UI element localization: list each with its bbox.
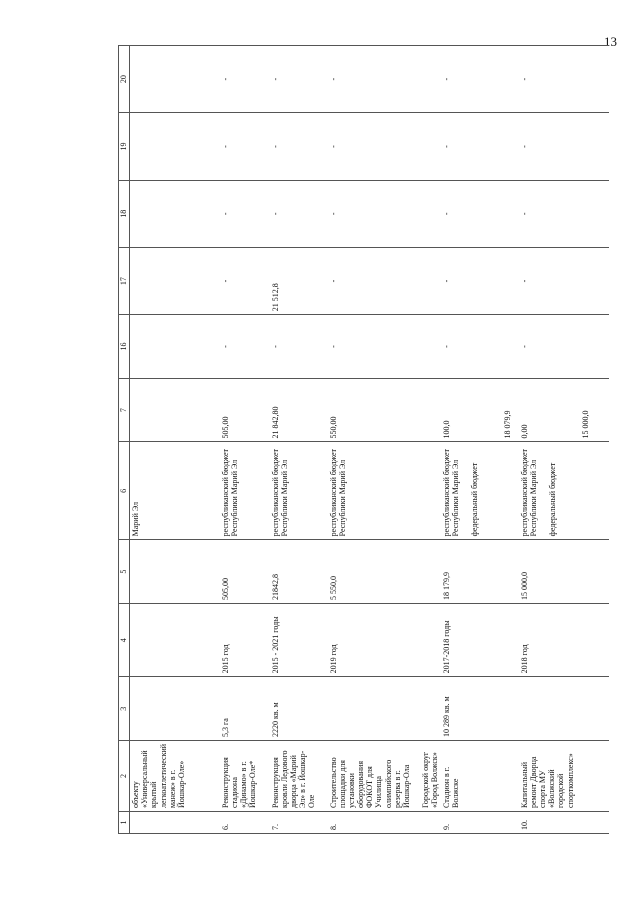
year-cell: - xyxy=(441,315,519,379)
funding-source: федеральный бюджет xyxy=(469,462,479,537)
year-cell: 21 512,8 xyxy=(270,247,328,314)
header-cell: 5 xyxy=(119,540,130,604)
funding-source: Марий Эл xyxy=(130,442,220,540)
year-cell: - xyxy=(220,113,270,180)
cost-cell: 18 179,9 xyxy=(441,540,519,604)
year-cell: - xyxy=(220,46,270,113)
year-cell: - xyxy=(519,247,609,314)
object-name: Строительство площадки для установки оборудования ФОКОТ для Училища олимпийского резерва в г. Йошкар-Ола xyxy=(328,757,411,808)
year-cell xyxy=(130,180,220,247)
page-number: 13 xyxy=(604,34,617,49)
year-cell: - xyxy=(441,247,519,314)
cost-cell: 5 550,0 xyxy=(328,540,441,604)
year-cell xyxy=(130,315,220,379)
area-cell xyxy=(130,677,220,741)
funding-source: республиканский бюджет Республики Марий Эл xyxy=(519,448,538,537)
area-cell: 5,3 га xyxy=(220,677,270,741)
table-row xyxy=(220,46,270,834)
table-row xyxy=(328,46,441,834)
year-cell: - xyxy=(441,180,519,247)
object-name-cell xyxy=(328,741,441,812)
amounts-cell xyxy=(441,378,519,442)
object-name: объекту «Универсальный крытый легкоатлетический манеж» в г. Йошкар-Оле» xyxy=(130,741,220,812)
rotated-table-container xyxy=(118,45,603,834)
year-cell: - xyxy=(441,113,519,180)
year-cell xyxy=(130,113,220,180)
year-cell: - xyxy=(220,180,270,247)
amount-cell: 18 079,9 xyxy=(502,410,512,439)
object-name: Капитальный ремонт Дворца спорта МУ «Волжский городской спорткомплекс» xyxy=(519,741,609,812)
table-row xyxy=(130,46,220,834)
year-cell xyxy=(130,46,220,113)
amount-cell: 0,00 xyxy=(519,424,529,439)
row-number: 6. xyxy=(220,811,270,833)
amounts-cell xyxy=(519,378,609,442)
row-number: 9. xyxy=(441,811,519,833)
period-cell: 2015 - 2021 годы xyxy=(270,603,328,676)
row-number xyxy=(130,811,220,833)
year-cell: - xyxy=(328,315,441,379)
header-cell: 19 xyxy=(119,113,130,180)
amount-cell xyxy=(130,378,220,442)
funding-sources-cell xyxy=(519,442,609,540)
year-cell: - xyxy=(519,113,609,180)
cost-cell xyxy=(130,540,220,604)
funding-source: республиканский бюджет Республики Марий Эл xyxy=(441,448,460,537)
year-cell: - xyxy=(519,315,609,379)
row-number: 10. xyxy=(519,811,609,833)
period-cell: 2018 год xyxy=(519,603,609,676)
year-cell: - xyxy=(328,180,441,247)
funding-source: республиканский бюджет Республики Марий Эл xyxy=(328,442,441,540)
funding-source: республиканский бюджет Республики Марий Эл xyxy=(270,442,328,540)
year-cell: - xyxy=(270,113,328,180)
header-cell: 4 xyxy=(119,603,130,676)
header-cell: 2 xyxy=(119,741,130,812)
header-cell: 18 xyxy=(119,180,130,247)
year-cell: - xyxy=(220,247,270,314)
period-cell: 2017-2018 годы xyxy=(441,603,519,676)
header-cell: 17 xyxy=(119,247,130,314)
period-cell: 2015 год xyxy=(220,603,270,676)
area-cell: 10 289 кв. м xyxy=(441,677,519,741)
program-table xyxy=(118,45,609,834)
funding-source: республиканский бюджет Республики Марий Эл xyxy=(220,442,270,540)
year-cell: - xyxy=(220,315,270,379)
amount-cell: 15 000,0 xyxy=(580,410,590,439)
amount-cell: 550,00 xyxy=(328,378,441,442)
header-cell: 6 xyxy=(119,442,130,540)
table-row xyxy=(270,46,328,834)
header-cell: 7 xyxy=(119,378,130,442)
cost-cell: 21842,8 xyxy=(270,540,328,604)
header-cell: 1 xyxy=(119,811,130,833)
period-cell xyxy=(130,603,220,676)
funding-source: федеральный бюджет xyxy=(547,462,557,537)
area-cell: 2220 кв. м xyxy=(270,677,328,741)
year-cell: - xyxy=(328,247,441,314)
year-cell: - xyxy=(270,180,328,247)
header-row xyxy=(119,46,130,834)
year-cell: - xyxy=(328,46,441,113)
object-name: Стадион в г. Волжске xyxy=(441,741,519,812)
row-number: 7. xyxy=(270,811,328,833)
table-row xyxy=(441,46,519,834)
table-row xyxy=(519,46,609,834)
area-cell xyxy=(328,677,441,741)
year-cell xyxy=(130,247,220,314)
period-cell: 2019 год xyxy=(328,603,441,676)
funding-sources-cell xyxy=(441,442,519,540)
cost-cell: 505,00 xyxy=(220,540,270,604)
header-cell: 20 xyxy=(119,46,130,113)
amount-cell: 505,00 xyxy=(220,378,270,442)
object-name: Реконструкция стадиона «Динамо» в г. Йошкар-Оле* xyxy=(220,741,270,812)
year-cell: - xyxy=(270,315,328,379)
row-number: 8. xyxy=(328,811,441,833)
object-name: Реконструкция кровли Ледового дворца «Марий Эл» в г. Йошкар-Оле xyxy=(270,741,328,812)
year-cell: - xyxy=(519,180,609,247)
municipality-heading: Городской округ «Город Волжск» xyxy=(421,751,440,808)
amount-cell: 21 842,80 xyxy=(270,378,328,442)
year-cell: - xyxy=(441,46,519,113)
area-cell xyxy=(519,677,609,741)
cost-cell: 15 000,0 xyxy=(519,540,609,604)
year-cell: - xyxy=(519,46,609,113)
header-cell: 16 xyxy=(119,315,130,379)
year-cell: - xyxy=(328,113,441,180)
header-cell: 3 xyxy=(119,677,130,741)
year-cell: - xyxy=(270,46,328,113)
amount-cell: 100,0 xyxy=(441,420,451,439)
